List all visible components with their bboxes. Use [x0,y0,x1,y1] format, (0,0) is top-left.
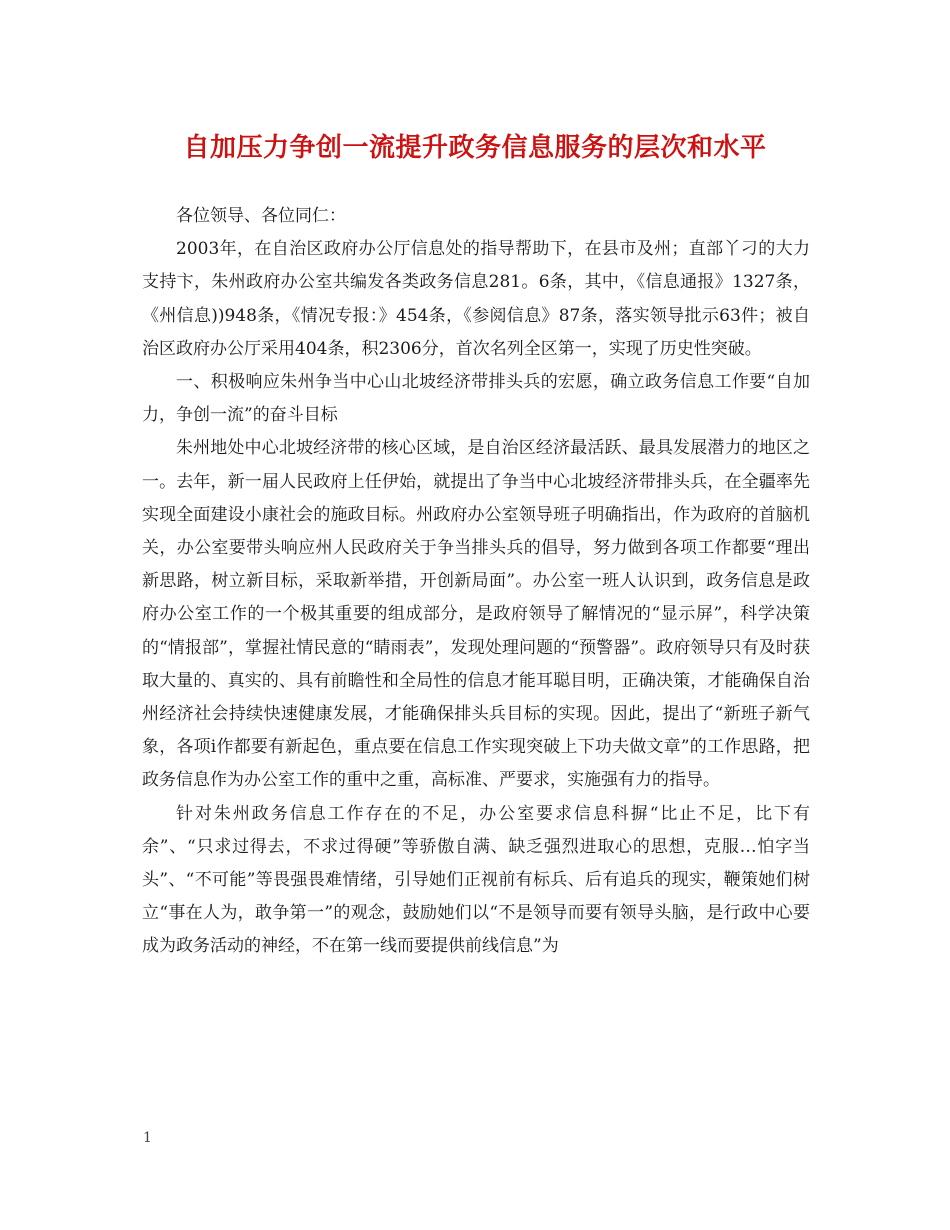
paragraph-measures: 针对朱州政务信息工作存在的不足，办公室要求信息科摒“比止不足，比下有余”、“只求过得去，不求过得硬”等骄傲自满、缺乏强烈进取心的思想，克服…怕字当头”、“不可能”等畏强畏难情绪，引导她们正视前有标兵、后有追兵的现实，鞭策她们树立“事在人为，敢争第一”的观念，鼓励她们以“不是领导而要有领导头脑，是行政中心要成为政务活动的神经，不在第一线而要提供前线信息”为 [142,803,810,957]
paragraph-summary: 2003年，在自治区政府办公厅信息处的指导帮助下，在县市及州；直部丫刁的大力支持卞，朱州政府办公室共编发各类政务信息281。6条，其中，《信息通报》1327条，《州信息))948条，《情况专报：》454条，《参阅信息》87条，落实领导批示63件；被自治区政府办公厅采用404条，积2306分，首次名列全区第一，实现了历史性突破。 [142,239,810,359]
document-body [142,200,810,964]
document-title: 自加压力争创一流提升政务信息服务的层次和水平 [183,133,767,163]
page-number: 1 [143,1130,152,1146]
paragraph-salutation: 各位领导、各位同仁： [176,206,346,226]
section-heading-1: 一、积极响应朱州争当中心山北坡经济带排头兵的宏愿，确立政务信息工作要“自加力，争创一流”的奋斗目标 [142,372,810,426]
paragraph-background: 朱州地处中心北坡经济带的核心区域，是自治区经济最活跃、最具发展潜力的地区之一。去年，新一届人民政府上任伊始，就提出了争当中心北坡经济带排头兵，在全疆率先实现全面建设小康社会的施政目标。州政府办公室领导班子明确指出，作为政府的首脑机关，办公室要带头响应州人民政府关于争当排头兵的倡导，努力做到各项工作都要“理出新思路，树立新目标，采取新举措，开创新局面”。办公室一班人认识到，政务信息是政府办公室工作的一个极其重要的组成部分，是政府领导了解情况的“显示屏”，科学决策的“情报部”，掌握社情民意的“睛雨表”，发现处理问题的“预警器”。政府领导只有及时获取大量的、真实的、具有前瞻性和全局性的信息才能耳聪目明，正确决策，才能确保自治州经济社会持续快速健康发展，才能确保排头兵目标的实现。因此，提出了“新班子新气象，各项i作都要有新起色，重点要在信息工作实现突破上下功夫做文章”的工作思路，把政务信息作为办公室工作的重中之重，高标准、严要求，实施强有力的指导。 [142,438,810,791]
